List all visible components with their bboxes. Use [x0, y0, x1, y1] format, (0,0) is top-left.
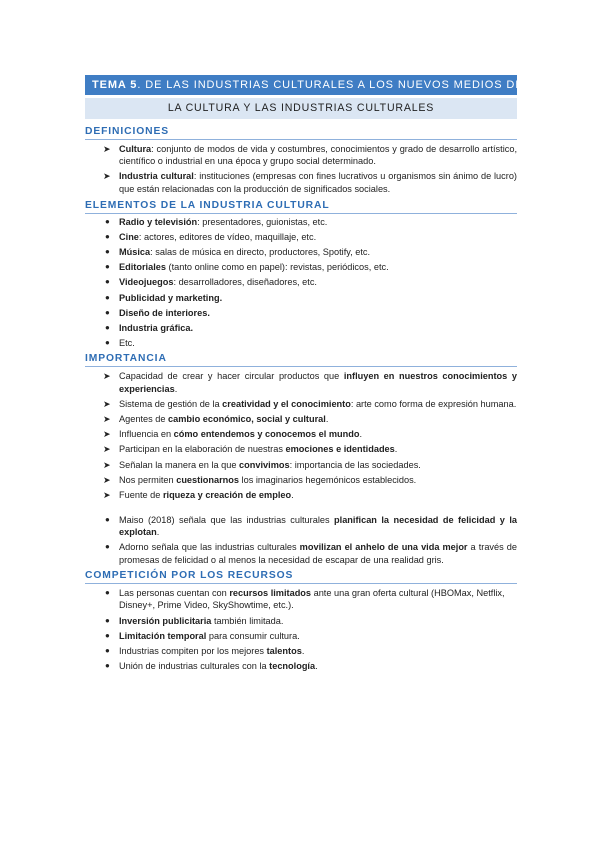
- list-item: ● Limitación temporal para consumir cultura.: [105, 630, 300, 641]
- competicion-list: [85, 587, 517, 673]
- bullet-dot-icon: ●: [105, 232, 110, 242]
- list-item: ➤ Influencia en cómo entendemos y conocemos el mundo.: [103, 429, 363, 440]
- bullet-dot-icon: ●: [105, 247, 110, 257]
- elementos-list: [85, 216, 517, 349]
- bullet-dot-icon: ●: [105, 262, 110, 272]
- list-item: ➤ Agentes de cambio económico, social y cultural.: [103, 413, 329, 424]
- list-item: ● Las personas cuentan con recursos limitados ante una gran oferta cultural (HBOMax, Netflix, Disney+, Prime Video, SkyShowtime, etc.).: [105, 587, 505, 611]
- topic-banner: [85, 75, 572, 95]
- arrow-bullet-icon: ➤: [103, 489, 111, 500]
- list-item: ● Inversión publicitaria también limitada.: [105, 615, 284, 626]
- page-subtitle: LA CULTURA Y LAS INDUSTRIAS CULTURALES: [85, 98, 517, 119]
- bullet-dot-icon: ●: [105, 217, 110, 227]
- list-item: ➤ Señalan la manera en la que convivimos: importancia de las sociedades.: [103, 459, 421, 470]
- bullet-dot-icon: ●: [105, 322, 110, 332]
- bullet-dot-icon: ●: [105, 542, 110, 552]
- document-page: [85, 75, 572, 672]
- bullet-dot-icon: ●: [105, 645, 110, 655]
- arrow-bullet-icon: ➤: [103, 413, 111, 424]
- arrow-bullet-icon: ➤: [103, 171, 111, 182]
- list-item: ● Etc.: [105, 337, 135, 348]
- list-item: ● Publicidad y marketing.: [105, 292, 223, 303]
- arrow-bullet-icon: ➤: [103, 143, 111, 154]
- importancia-quotes-list: [85, 514, 517, 567]
- list-item: ● Industria gráfica.: [105, 322, 194, 333]
- list-item: ➤ Cultura: conjunto de modos de vida y costumbres, conocimientos y grado de desarrollo artístico, científico o industrial en una época y grupo social determinado.: [103, 143, 517, 167]
- list-item: ● Cine: actores, editores de vídeo, maquillaje, etc.: [105, 232, 317, 243]
- section-heading-competicion: COMPETICIÓN POR LOS RECURSOS: [85, 569, 517, 584]
- bullet-dot-icon: ●: [105, 615, 110, 625]
- arrow-bullet-icon: ➤: [103, 429, 111, 440]
- arrow-bullet-icon: ➤: [103, 371, 111, 381]
- list-item: ● Adorno señala que las industrias culturales movilizan el anhelo de una vida mejor a través de promesas de felicidad o al menos la necesidad de escapar de una realidad gris.: [105, 542, 517, 565]
- list-item: ➤ Industria cultural: instituciones (empresas con fines lucrativos u organismos sin ánimo de lucro) que están relacionadas con la producción de significados sociales.: [103, 171, 517, 194]
- definiciones-list: [85, 143, 517, 196]
- list-item: ● Videojuegos: desarrolladores, diseñadores, etc.: [105, 277, 317, 288]
- list-item: ➤ Sistema de gestión de la creatividad y el conocimiento: arte como forma de expresión humana.: [103, 398, 517, 409]
- arrow-bullet-icon: ➤: [103, 474, 111, 485]
- list-item: ● Editoriales (tanto online como en papel): revistas, periódicos, etc.: [105, 262, 389, 273]
- importancia-list: [85, 370, 517, 502]
- bullet-dot-icon: ●: [105, 660, 110, 670]
- bullet-dot-icon: ●: [105, 292, 110, 302]
- bullet-dot-icon: ●: [105, 307, 110, 317]
- bullet-dot-icon: ●: [105, 630, 110, 640]
- list-item: ➤ Participan en la elaboración de nuestras emociones e identidades.: [103, 444, 398, 455]
- list-item: ● Diseño de interiores.: [105, 307, 210, 318]
- list-item: ➤ Capacidad de crear y hacer circular productos que influyen en nuestros conocimientos y experiencias.: [103, 371, 517, 394]
- list-item: ● Maiso (2018) señala que las industrias culturales planifican la necesidad de felicidad y la explotan.: [105, 514, 517, 538]
- list-item: ● Música: salas de música en directo, productores, Spotify, etc.: [105, 247, 371, 258]
- bullet-dot-icon: ●: [105, 277, 110, 287]
- section-heading-importancia: IMPORTANCIA: [85, 352, 517, 367]
- list-item: ● Industrias compiten por los mejores talentos.: [105, 645, 305, 656]
- list-item: ● Radio y televisión: presentadores, guionistas, etc.: [105, 217, 328, 228]
- bullet-dot-icon: ●: [105, 514, 110, 524]
- arrow-bullet-icon: ➤: [103, 459, 111, 470]
- list-item: ● Unión de industrias culturales con la tecnología.: [105, 660, 318, 671]
- list-item: ➤ Nos permiten cuestionarnos los imaginarios hegemónicos establecidos.: [103, 474, 417, 485]
- section-heading-elementos: ELEMENTOS DE LA INDUSTRIA CULTURAL: [85, 199, 517, 214]
- bullet-dot-icon: ●: [105, 337, 110, 347]
- banner-topic-title: . DE LAS INDUSTRIAS CULTURALES A LOS NUEVOS MEDIOS DIGITALES: [137, 79, 572, 91]
- list-item: ➤ Fuente de riqueza y creación de empleo.: [103, 489, 294, 500]
- arrow-bullet-icon: ➤: [103, 444, 111, 455]
- bullet-dot-icon: ●: [105, 587, 110, 597]
- section-heading-definiciones: DEFINICIONES: [85, 125, 517, 140]
- banner-topic-number: TEMA 5: [92, 79, 138, 91]
- arrow-bullet-icon: ➤: [103, 398, 111, 409]
